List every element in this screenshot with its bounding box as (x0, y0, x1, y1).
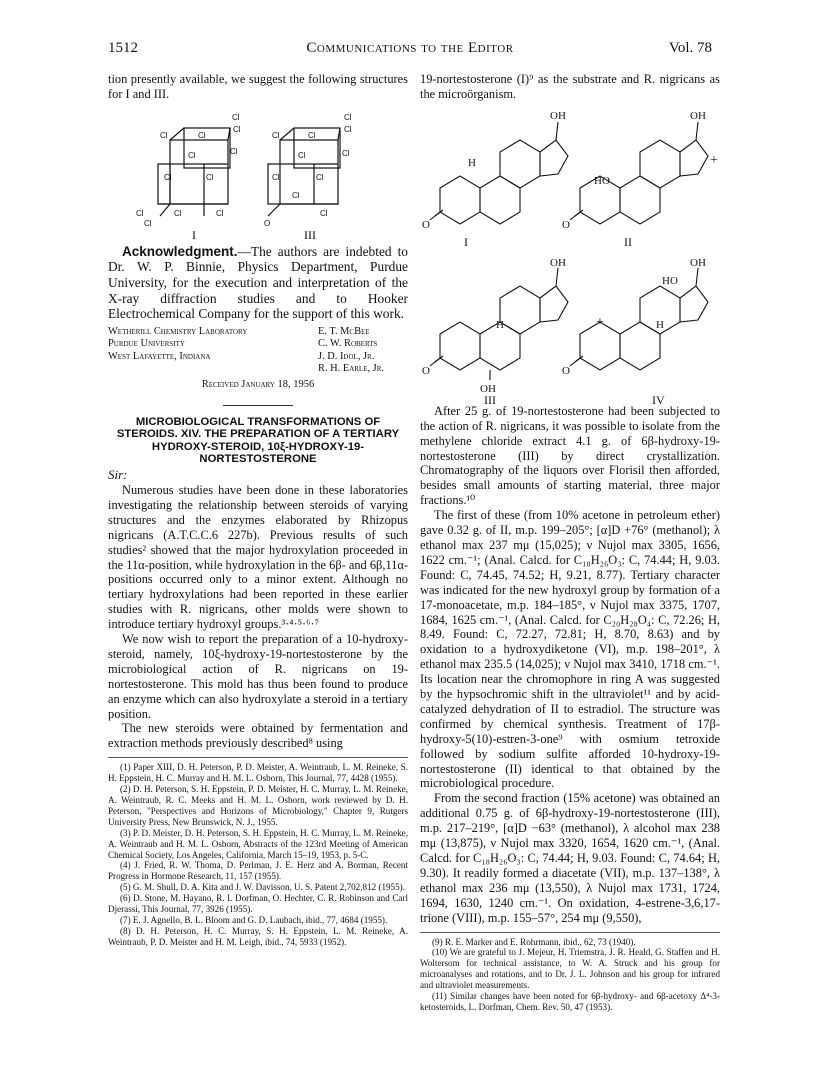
body-paragraph: The first of these (from 10% acetone in petroleum ether) gave 0.32 g. of II, m.p. 199–205°; [α]D +76° (methanol); λ ethanol max 237 mμ (15,025); ν Nujol max 3305, 1656, 1622 cm.⁻¹; (Anal. Calcd. for C₁₈H₂₆O₃: C, 74.44; H, 9.03. Found: C, 74.45, 74.52; H, 9.21, 8.77). Tertiary character was indicated for the new hydroxyl group by formation of a 17-monoacetate, m.p. 184–185°, ν Nujol max 3375, 1707, 1684, 1625 cm.⁻¹, (Anal. Calcd. for C₂₀H₂₈O₄: C, 72.26; H, 8.49. Found: C, 72.27, 72.81; H, 8.70, 8.63) and by oxidation to a hydroxydiketone (VI), m.p. 198–201°, λ ethanol max 235.5 (14,025); ν Nujol max 3410, 1718 cm.⁻¹. Its location near the chromophore in ring A was suggested by the hypsochromic shift in the ultraviolet¹¹ and by acid-catalyzed dehydration of II to estradiol. The structure was confirmed by chemical synthesis. Treatment of 17β-hydroxy-5(10)-estren-3-one⁹ with osmium tetroxide followed by sodium sulfite afforded 10-hydroxy-19-nortestosterone (II) identical to that obtained by the microbiological procedure. (420, 508, 720, 791)
right-intro: 19-nortestosterone (I)⁹ as the substrate and R. nigricans as the microörganism. (420, 72, 720, 101)
acknowledgment (108, 244, 408, 322)
oh-label: OH (690, 256, 706, 269)
atom-label: Cl (320, 208, 328, 218)
affiliation-line: Wetherill Chemistry Laboratory (108, 325, 248, 337)
atom-label: Cl (164, 172, 172, 182)
atom-label: Cl (144, 218, 152, 228)
structure-label: IV (652, 392, 665, 404)
h-label: H (468, 156, 476, 169)
ack-heading: Acknowledgment. (122, 243, 238, 259)
o-label: O (562, 218, 570, 231)
atom-label: Cl (216, 208, 224, 218)
right-column (420, 72, 720, 1013)
structure-I (430, 122, 568, 224)
author-name: J. D. Idol, Jr. (318, 350, 375, 362)
atom-label: Cl (232, 112, 240, 122)
body-paragraph: Numerous studies have been done in these laboratories investigating the relationship between steroids of varying structures and the enzymes elaborated by Rhizopus nigricans (A.T.C.C.6 227b). Previous results of such studies² showed that the major hydroxylation proceeded in the 11α-position, while hydroxylation in the 6β- and 6β,11α-positions occurred only to a minor extent. Although no tertiary hydroxylations had been reported in these earlier studies with R. nigricans, other molds were shown to introduce tertiary hydroxyl groups.³·⁴·⁵·⁶·⁷ (108, 482, 408, 632)
atom-label: Cl (344, 124, 352, 134)
footnote: (7) E. J. Agnello, B. L. Bloom and G. D. Laubach, ibid., 77, 4684 (1955). (120, 914, 388, 925)
page-header (108, 40, 712, 60)
cage-structures-figure (108, 106, 408, 244)
h-label: H (496, 318, 504, 331)
affiliation-line: Purdue University (108, 338, 185, 350)
atom-label: O (264, 218, 271, 228)
structure-label: I (464, 234, 468, 249)
footnote: (4) J. Fried, R. W. Thoma, D. Perlman, J. E. Herz and A. Borman, Recent Progress in Hormone Research, 11, 157 (1955). (108, 860, 408, 882)
atom-label: Cl (292, 190, 300, 200)
author-name: C. W. Roberts (318, 338, 378, 350)
section-divider (223, 405, 293, 406)
body-paragraph: After 25 g. of 19-nortestosterone had been subjected to the action of R. nigricans, it was possible to isolate from the methylene chloride extract 4.1 g. of 6β-hydroxy-19-nortestosterone (III) by direct crystallization. Chromatography of the liquors over Florisil then afforded, besides small amounts of starting material, three major fractions.¹⁰ (420, 403, 720, 508)
atom-label: Cl (316, 172, 324, 182)
figure-label-I: I (192, 227, 196, 242)
oh-label: OH (550, 109, 566, 122)
volume-label: Vol. 78 (668, 40, 712, 56)
atom-label: Cl (342, 148, 350, 158)
page-number: 1512 (108, 40, 138, 56)
affiliation (108, 326, 247, 363)
atom-label: Cl (188, 150, 196, 160)
salutation: Sir: (108, 467, 128, 483)
o-label: O (562, 364, 570, 377)
structure-II (570, 122, 708, 224)
atom-label: Cl (206, 172, 214, 182)
author-name: R. H. Earle, Jr. (318, 363, 384, 374)
footnotes-left (108, 762, 408, 947)
atom-label: Cl (272, 172, 280, 182)
atom-label: Cl (344, 112, 352, 122)
footnote: (9) R. E. Marker and E. Rohrmann, ibid., 62, 73 (1940). (432, 936, 636, 947)
atom-label: Cl (233, 124, 241, 134)
ho-label: HO (594, 174, 610, 187)
footnote: (6) D. Stone, M. Hayano, R. I. Dorfman, O. Hechter, C. R. Robinson and Carl Djerassi, This Journal, 77, 3926 (1955). (108, 893, 408, 915)
o-label: O (422, 364, 430, 377)
atom-label: Cl (230, 146, 238, 156)
plus-sign: + (596, 314, 604, 330)
atom-label: Cl (160, 130, 168, 140)
body-paragraph: The new steroids were obtained by fermentation and extraction methods previously described⁸ using (108, 721, 408, 751)
oh-label: OH (690, 109, 706, 122)
footnote: (8) D. H. Peterson, H. C. Murray, S. H. Eppstein, L. M. Reineke, A. Weintraub, P. D. Meister and H. M. Leigh, ibid., 74, 5933 (1952). (108, 925, 408, 947)
o-label: O (422, 218, 430, 231)
footnote: (10) We are grateful to J. Mejeur, H. Triemstra, J. R. Heald, G. Staffen and H. Woltersom for technical assistance, to W. A. Struck and his group for microanalyses and rotations, and to Dr. J. L. Johnson and his group for infrared and ultraviolet measurements. (420, 947, 720, 991)
footnotes-right (420, 937, 720, 1013)
left-intro: tion presently available, we suggest the following structures for I and III. (108, 72, 408, 101)
steroid-structures-figure (420, 104, 720, 404)
footnote: (11) Similar changes have been noted for 6β-hydroxy- and 6β-acetoxy Δ⁴-3-ketosteroids, L. Dorfman, Chem. Rev. 50, 47 (1953). (420, 991, 720, 1012)
authors (318, 326, 384, 376)
footnote-rule (108, 757, 408, 758)
body-paragraph: We now wish to report the preparation of a 10-hydroxy-steroid, namely, 10ξ-hydroxy-19-nortestosterone by the microbiological action of R. nigricans on 19-nortestosterone. This mold has thus been found to produce an enzyme which can also hydroxylate a steroid in a tertiary position. (108, 632, 408, 721)
atom-label: Cl (308, 130, 316, 140)
ack-text: —The authors are indebted to Dr. W. P. Binnie, Physics Department, Purdue University, for the execution and interpretation of the X-ray diffraction studies and to Hooker Electrochemical Company for the support of this work. (108, 243, 408, 322)
footnote: (5) G. M. Shull, D. A. Kita and J. W. Davisson, U. S. Patent 2,702,812 (1955). (120, 882, 405, 893)
structure-label: II (624, 234, 632, 249)
body-paragraph: From the second fraction (15% acetone) was obtained an additional 0.75 g. of 6β-hydroxy-19-nortestosterone (III), m.p. 217–219°, [α]D −63° (methanol), λ alcohol max 238 mμ (13,875), ν Nujol max 3320, 1654, 1620 cm.⁻¹, (Anal. Calcd. for C₁₈H₂₆O₃: C, 74.44; H, 9.03. Found: C, 74.64; H, 9.30). It readily formed a diacetate (VII), m.p. 137–138°, λ ethanol max 236 mμ (13,550), λ Nujol max 1731, 1724, 1694, 1630, 1240 cm.⁻¹. On oxidation, 4-estrene-3,6,17-trione (VIII), m.p. 155–57°, 254 mμ (9,550), (420, 791, 720, 925)
oh-label: OH (480, 382, 496, 395)
running-title: Communications to the Editor (306, 40, 514, 56)
atom-label: Cl (272, 130, 280, 140)
footnote: (2) D. H. Peterson, S. H. Eppstein, P. D. Meister, H. C. Murray, L. M. Reineke, A. Weintraub, R. C. Meeks and H. M. L. Osborn, work reviewed by D. H. Peterson, "Perspectives and Horizons of Microbiology," Chapter 9, Rutgers University Press, New Brunswick, N. J., 1955. (108, 784, 408, 827)
footnote: (1) Paper XIII, D. H. Peterson, P. D. Meister, A. Weintraub, L. M. Reineke, S. H. Eppstein, H. C. Murray and H. M. L. Osborn, This Journal, 77, 4428 (1955). (108, 762, 408, 784)
plus-sign: + (710, 152, 718, 168)
footnote-rule (420, 932, 720, 933)
atom-label: Cl (136, 208, 144, 218)
footnote: (3) P. D. Meister, D. H. Peterson, S. H. Eppstein, H. C. Murray, L. M. Reineke, A. Weintraub and H. M. L. Osborn, Abstracts of the 123rd Meeting of American Chemical Society, Los Angeles, California, March 15–19, 1953, p. 5-C. (108, 827, 408, 860)
atom-label: Cl (198, 130, 206, 140)
figure-label-III: III (304, 227, 316, 242)
affiliation-line: West Lafayette, Indiana (108, 350, 211, 362)
structure-label: III (484, 392, 496, 404)
structure-IV (570, 268, 708, 370)
atom-label: Cl (298, 150, 306, 160)
h-label: H (656, 318, 664, 331)
ho-label: HO (662, 274, 678, 287)
oh-label: OH (550, 256, 566, 269)
author-name: E. T. McBee (318, 325, 370, 337)
steroid-structures-drawing (420, 104, 720, 404)
cage-structures-drawing (108, 106, 408, 244)
left-column (108, 72, 408, 948)
atom-label: Cl (174, 208, 182, 218)
article-title: MICROBIOLOGICAL TRANSFORMATIONS OF STEROIDS. XIV. THE PREPARATION OF A TERTIARY HYDROXY-STEROID, 10ξ-HYDROXY-19-NORTESTOSTERONE (116, 415, 400, 466)
received-date: Received January 18, 1956 (201, 378, 315, 390)
signature-block (108, 326, 408, 376)
